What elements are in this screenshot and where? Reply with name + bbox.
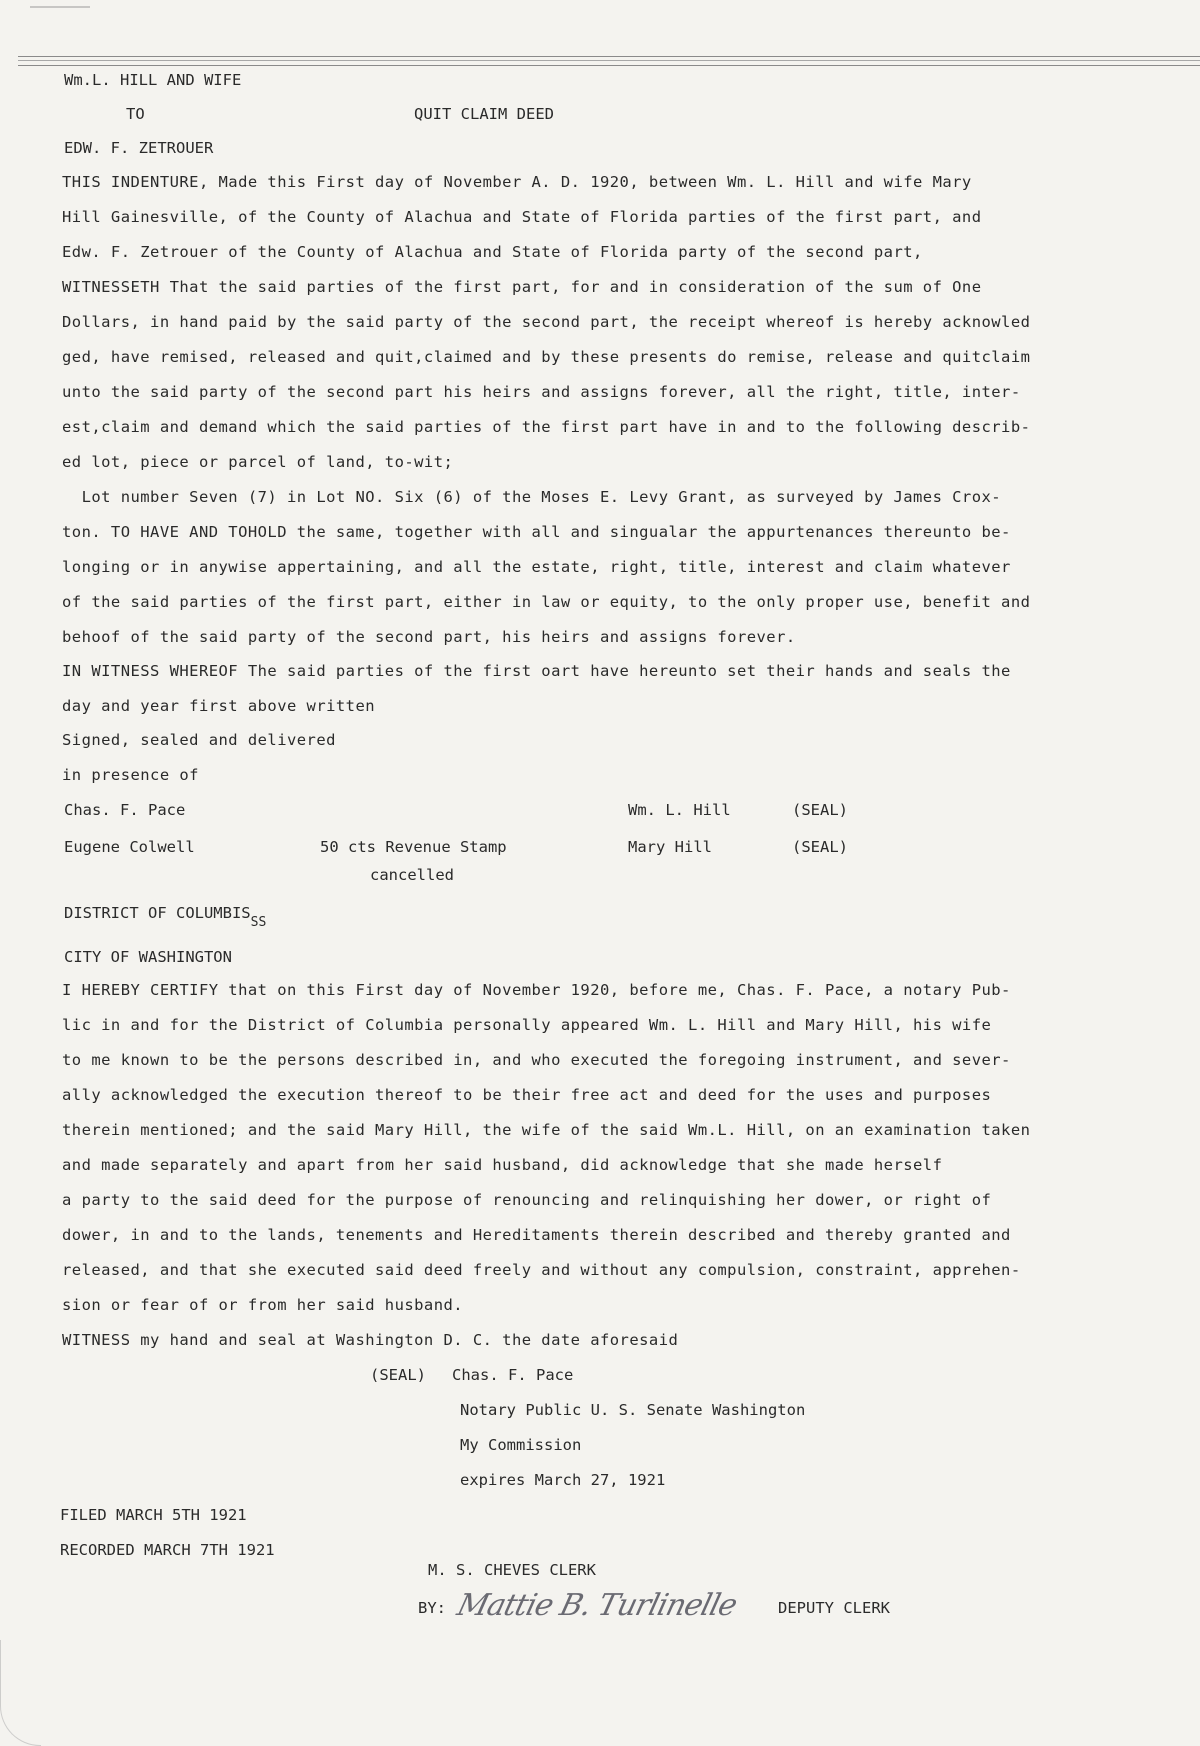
habendum-line: of the said parties of the first part, either in law or equity, to the only proper use, benefit and xyxy=(62,593,1031,611)
certificate-line: released, and that she executed said deed freely and without any compulsion, constraint, apprehen- xyxy=(62,1261,1021,1279)
certificate-line: a party to the said deed for the purpose of renouncing and relinquishing her dower, or right of xyxy=(62,1191,992,1209)
indenture-line: Dollars, in hand paid by the said party of the second part, the receipt whereof is hereby acknowled xyxy=(62,313,1031,331)
grantee-heading: EDW. F. ZETROUER xyxy=(64,139,214,157)
witness-name: Chas. F. Pace xyxy=(64,801,186,819)
notary-name: Chas. F. Pace xyxy=(452,1366,574,1384)
habendum-line: ton. TO HAVE AND TOHOLD the same, together with all and singualar the appurtenances thereunto be- xyxy=(62,523,1011,541)
deputy-clerk-signature: Mattie B. Turlinelle xyxy=(453,1588,740,1623)
habendum-line: longing or in anywise appertaining, and all the estate, right, title, interest and claim whatever xyxy=(62,558,1011,576)
indenture-line: ed lot, piece or parcel of land, to-wit; xyxy=(62,453,454,471)
filed-date: FILED MARCH 5TH 1921 xyxy=(60,1506,247,1524)
notary-seal-mark: (SEAL) xyxy=(370,1366,426,1384)
certificate-line: and made separately and apart from her said husband, did acknowledge that she made herself xyxy=(62,1156,943,1174)
page-corner-mark xyxy=(30,0,90,8)
notary-expiration: expires March 27, 1921 xyxy=(460,1471,666,1489)
certificate-line: lic in and for the District of Columbia personally appeared Wm. L. Hill and Mary Hill, his wife xyxy=(62,1016,992,1034)
stamp-cancelled-note: cancelled xyxy=(370,866,454,884)
indenture-line: WITNESSETH That the said parties of the first part, for and in consideration of the sum of One xyxy=(62,278,982,296)
witness-name: Eugene Colwell xyxy=(64,838,195,856)
to-heading: TO xyxy=(126,105,145,123)
testimonium-line: day and year first above written xyxy=(62,697,376,715)
page-edge-curve xyxy=(0,1640,41,1746)
deed-type-heading: QUIT CLAIM DEED xyxy=(414,105,554,123)
notary-title: Notary Public U. S. Senate Washington xyxy=(460,1401,806,1419)
clerk-name: M. S. CHEVES CLERK xyxy=(428,1561,596,1579)
certificate-line: dower, in and to the lands, tenements and Hereditaments therein described and thereby granted and xyxy=(62,1226,1011,1244)
testimonium-line: IN WITNESS WHEREOF The said parties of the first oart have hereunto set their hands and seals the xyxy=(62,662,1011,680)
attestation-line: Signed, sealed and delivered xyxy=(62,731,336,749)
district-name: DISTRICT OF COLUMBIS xyxy=(64,904,251,922)
signer-name: Wm. L. Hill xyxy=(628,801,731,819)
venue-district xyxy=(64,903,267,930)
witness-clause-line: WITNESS my hand and seal at Washington D. C. the date aforesaid xyxy=(62,1331,679,1349)
deputy-clerk-label: DEPUTY CLERK xyxy=(778,1599,890,1617)
signer-name: Mary Hill xyxy=(628,838,712,856)
habendum-line: behoof of the said party of the second part, his heirs and assigns forever. xyxy=(62,628,796,646)
recorded-date: RECORDED MARCH 7TH 1921 xyxy=(60,1541,275,1559)
indenture-line: unto the said party of the second part his heirs and assigns forever, all the right, title, inter- xyxy=(62,383,1021,401)
venue-city: CITY OF WASHINGTON xyxy=(64,948,232,966)
seal-mark: (SEAL) xyxy=(792,838,848,856)
revenue-stamp-note: 50 cts Revenue Stamp xyxy=(320,838,507,856)
ss-mark: SS xyxy=(250,915,267,930)
by-label: BY: xyxy=(418,1599,446,1617)
certificate-line: I HEREBY CERTIFY that on this First day of November 1920, before me, Chas. F. Pace, a notary Pub- xyxy=(62,981,1011,999)
indenture-line: Edw. F. Zetrouer of the County of Alachua and State of Florida party of the second part, xyxy=(62,243,923,261)
certificate-line: therein mentioned; and the said Mary Hill, the wife of the said Wm.L. Hill, on an examination taken xyxy=(62,1121,1031,1139)
seal-mark: (SEAL) xyxy=(792,801,848,819)
notary-commission: My Commission xyxy=(460,1436,582,1454)
indenture-line: Hill Gainesville, of the County of Alachua and State of Florida parties of the first part, and xyxy=(62,208,982,226)
attestation-line: in presence of xyxy=(62,766,199,784)
page-top-rule xyxy=(18,56,1200,66)
indenture-line: THIS INDENTURE, Made this First day of November A. D. 1920, between Wm. L. Hill and wife Mary xyxy=(62,173,972,191)
grantor-heading: Wm.L. HILL AND WIFE xyxy=(64,71,242,89)
certificate-line: ally acknowledged the execution thereof to be their free act and deed for the uses and purposes xyxy=(62,1086,992,1104)
habendum-line: Lot number Seven (7) in Lot NO. Six (6) of the Moses E. Levy Grant, as surveyed by James Crox- xyxy=(62,488,1002,506)
certificate-line: to me known to be the persons described in, and who executed the foregoing instrument, and sever- xyxy=(62,1051,1011,1069)
indenture-line: ged, have remised, released and quit,claimed and by these presents do remise, release and quitclaim xyxy=(62,348,1031,366)
certificate-line: sion or fear of or from her said husband. xyxy=(62,1296,464,1314)
indenture-line: est,claim and demand which the said parties of the first part have in and to the following describ- xyxy=(62,418,1031,436)
